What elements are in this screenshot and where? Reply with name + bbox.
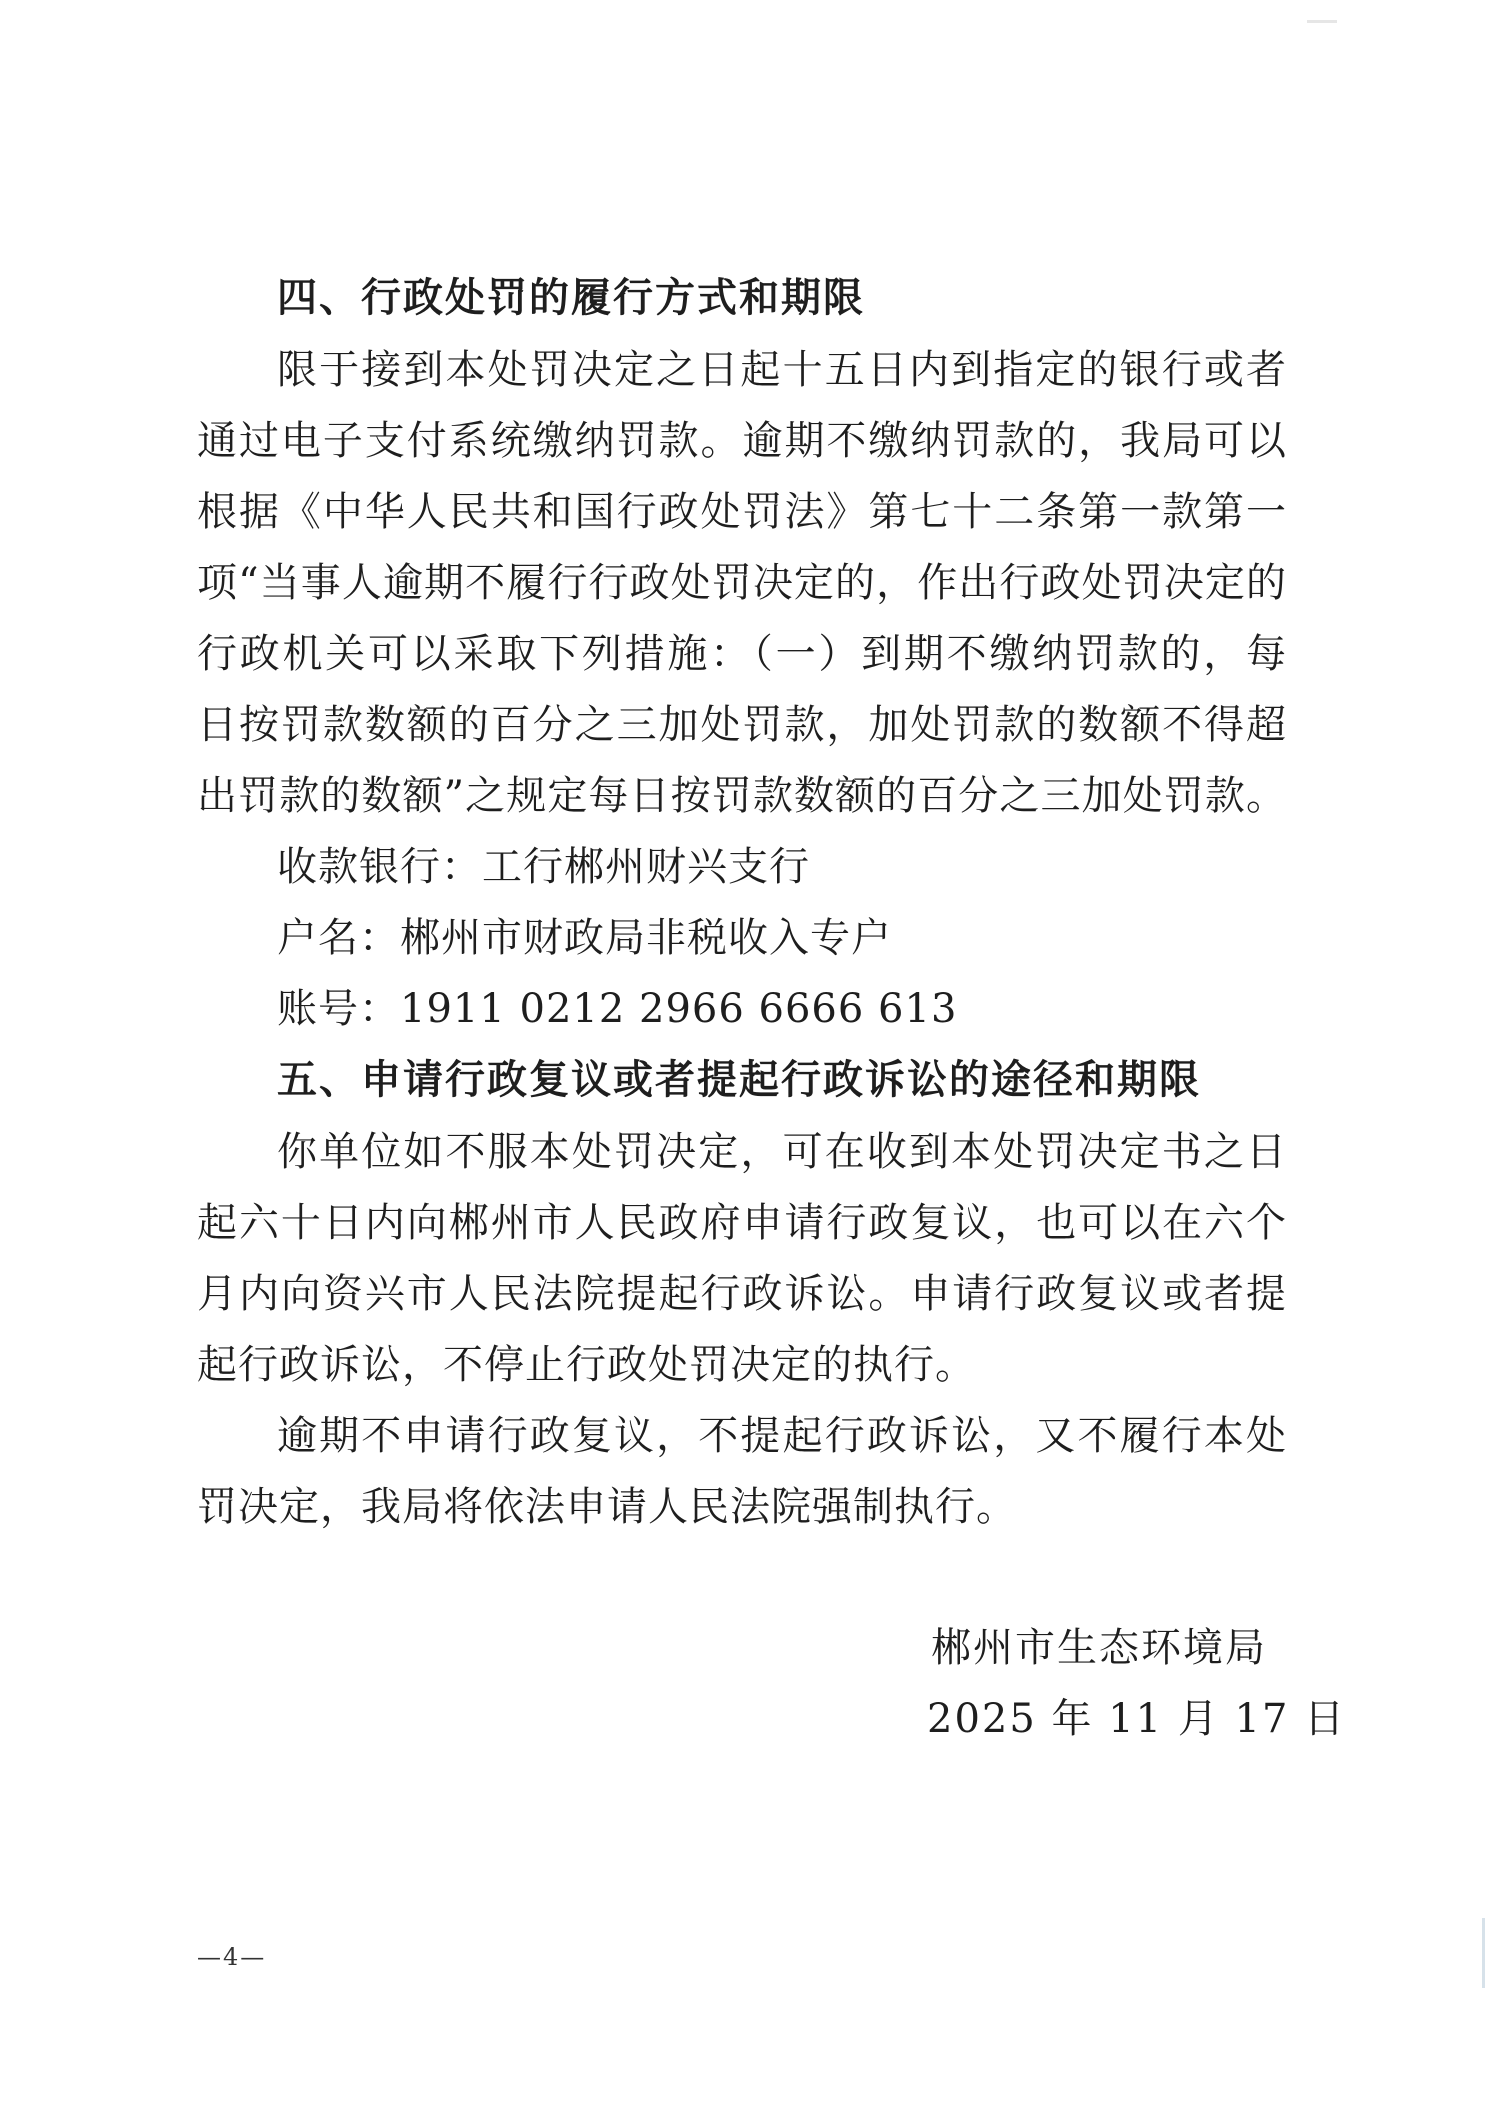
section-5-line-4: 起行政诉讼，不停止行政处罚决定的执行。 — [197, 1342, 976, 1388]
bank-line: 收款银行：工行郴州财兴支行 — [277, 844, 810, 890]
section-4-line-1: 限于接到本处罚决定之日起十五日内到指定的银行或者 — [277, 347, 1287, 393]
section-5-line-3: 月内向资兴市人民法院提起行政诉讼。申请行政复议或者提 — [197, 1271, 1287, 1317]
page-number: —4— — [197, 1943, 267, 1971]
final-line-2: 罚决定，我局将依法申请人民法院强制执行。 — [197, 1484, 1017, 1530]
section-4-line-4: 项“当事人逾期不履行行政处罚决定的，作出行政处罚决定的 — [197, 560, 1287, 606]
section-4-line-3: 根据《中华人民共和国行政处罚法》第七十二条第一款第一 — [197, 489, 1287, 535]
section-4-line-2: 通过电子支付系统缴纳罚款。逾期不缴纳罚款的，我局可以 — [197, 418, 1287, 464]
section-5-heading: 五、申请行政复议或者提起行政诉讼的途径和期限 — [277, 1057, 1201, 1103]
section-4-line-5: 行政机关可以采取下列措施：（一）到期不缴纳罚款的，每 — [197, 631, 1287, 677]
final-line-1: 逾期不申请行政复议，不提起行政诉讼，又不履行本处 — [277, 1413, 1287, 1459]
section-4-heading: 四、行政处罚的履行方式和期限 — [277, 275, 865, 321]
section-5-line-1: 你单位如不服本处罚决定，可在收到本处罚决定书之日 — [277, 1129, 1287, 1175]
scan-mark — [1307, 20, 1337, 23]
section-4-line-7: 出罚款的数额”之规定每日按罚款数额的百分之三加处罚款。 — [197, 773, 1287, 819]
account-number-line: 账号：1911 0212 2966 6666 613 — [277, 986, 958, 1032]
section-5-line-2: 起六十日内向郴州市人民政府申请行政复议，也可以在六个 — [197, 1200, 1287, 1246]
section-4-line-6: 日按罚款数额的百分之三加处罚款，加处罚款的数额不得超 — [197, 702, 1287, 748]
account-name-line: 户名：郴州市财政局非税收入专户 — [277, 915, 892, 961]
scan-edge-mark — [1482, 1918, 1485, 1988]
issue-date: 2025 年 11 月 17 日 — [927, 1696, 1347, 1742]
issuing-agency: 郴州市生态环境局 — [931, 1625, 1267, 1671]
